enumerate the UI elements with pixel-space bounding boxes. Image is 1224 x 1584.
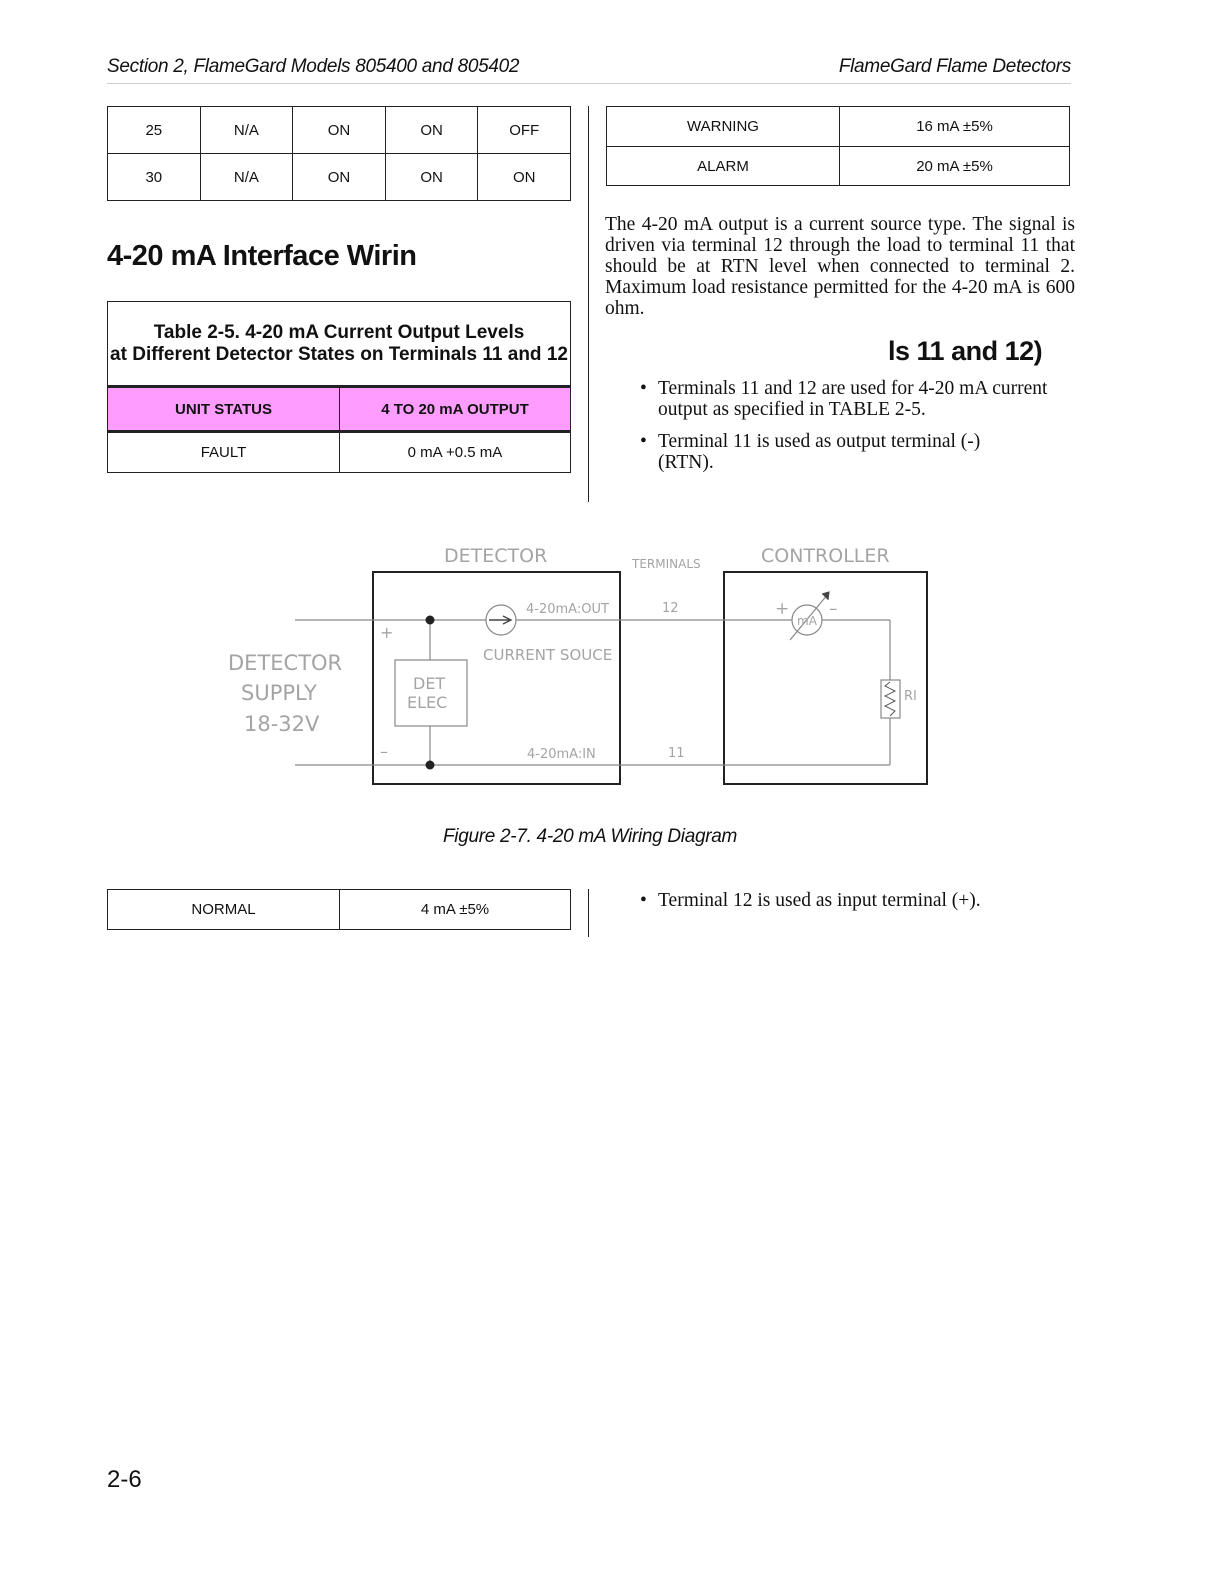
terminal-12-label: 12: [662, 601, 679, 616]
in-label: 4-20mA:IN: [527, 747, 596, 762]
minus-sign: –: [380, 742, 388, 761]
ammeter-label: mA: [797, 614, 817, 628]
table-cell: N/A: [200, 154, 293, 201]
bullet-icon: •: [640, 890, 647, 911]
controller-title: CONTROLLER: [761, 545, 890, 567]
column-header-unit-status: UNIT STATUS: [108, 388, 340, 430]
ammeter-arrow-icon: [822, 592, 829, 600]
meter-plus-sign: +: [775, 599, 790, 619]
bullet-icon: •: [640, 431, 647, 452]
table-cell: ON: [293, 154, 386, 201]
table-cell: 25: [108, 107, 201, 154]
body-paragraph: The 4-20 mA output is a current source type. The signal is driven via terminal 12 through the load to terminal 11 that should be at RTN level when connected to terminal 2. Maximum load resistance permitted for the 4-20 mA is 600 ohm.: [605, 214, 1075, 319]
supply-label-line: 18-32V: [244, 712, 320, 736]
out-label: 4-20mA:OUT: [526, 602, 609, 617]
supply-label-line: SUPPLY: [241, 681, 317, 705]
column-header-output: 4 TO 20 mA OUTPUT: [381, 400, 529, 418]
junction-dot: [426, 761, 435, 770]
det-elec-label: DET: [413, 674, 446, 693]
bottom-table: [107, 889, 571, 930]
table-row: [108, 890, 571, 930]
detector-title: DETECTOR: [444, 545, 548, 567]
page-number: 2-6: [107, 1466, 142, 1493]
table-cell: ON: [293, 107, 386, 154]
table-cell: ON: [385, 107, 478, 154]
current-source-label: CURRENT SOUCE: [483, 646, 613, 664]
table-cell: 0 mA +0.5 mA: [407, 444, 503, 461]
table-caption-line: at Different Detector States on Terminals 11 and 12: [110, 343, 568, 365]
table-cell: 16 mA ±5%: [840, 107, 1070, 147]
plus-sign: +: [380, 623, 394, 642]
table-caption-line: Table 2-5. 4-20 mA Current Output Levels: [153, 321, 525, 343]
table-cell: ON: [385, 154, 478, 201]
column-divider-bottom: [588, 889, 589, 937]
header-document-title: FlameGard Flame Detectors: [838, 56, 1071, 77]
table-cell: ALARM: [607, 147, 840, 186]
table-cell: OFF: [478, 107, 571, 154]
terminals-title: TERMINALS: [632, 557, 701, 571]
table-cell: NORMAL: [108, 890, 340, 930]
junction-dot: [426, 616, 435, 625]
subheading: ls 11 and 12): [888, 336, 1043, 366]
table-cell: N/A: [200, 107, 293, 154]
terminal-11-label: 11: [668, 746, 685, 761]
bullet-item: [640, 890, 1080, 912]
table-cell: ON: [478, 154, 571, 201]
supply-label-line: DETECTOR: [228, 651, 343, 675]
bullet-text: Terminal 11 is used as output terminal (-) (RTN).: [658, 431, 981, 473]
table-cell: FAULT: [108, 433, 340, 472]
bullet-text: Terminals 11 and 12 are used for 4-20 mA current output as specified in TABLE 2-5.: [658, 378, 1048, 420]
resistor-label: RI: [904, 689, 917, 704]
det-elec-label: ELEC: [407, 693, 448, 712]
table-cell: 4 mA ±5%: [340, 890, 571, 930]
table-cell: 20 mA ±5%: [840, 147, 1070, 186]
header-section-title: Section 2, FlameGard Models 805400 and 805402: [107, 56, 520, 77]
bullet-icon: •: [640, 378, 647, 399]
table-cell: 30: [108, 154, 201, 201]
meter-minus-sign: –: [829, 599, 838, 619]
table-cell: WARNING: [607, 107, 840, 147]
bullet-text: Terminal 12 is used as input terminal (+).: [658, 890, 981, 911]
controller-box: [724, 572, 927, 784]
figure-caption: Figure 2-7. 4-20 mA Wiring Diagram: [443, 826, 738, 847]
section-heading: 4-20 mA Interface Wirin: [107, 240, 417, 272]
